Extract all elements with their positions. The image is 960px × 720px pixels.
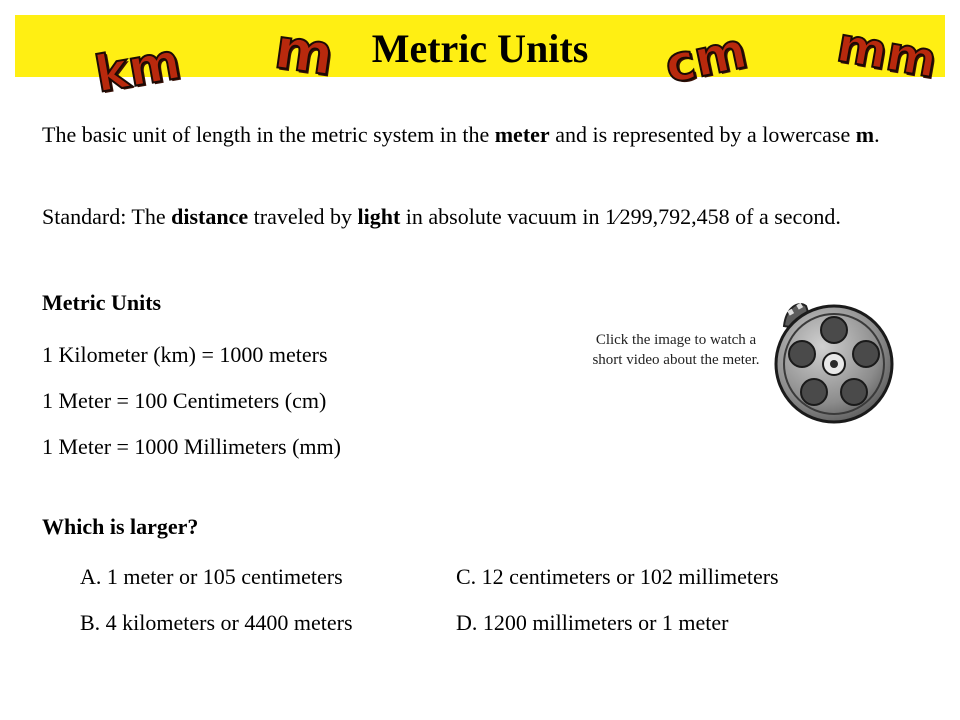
standard-paragraph	[42, 202, 922, 232]
p1-bold-m: m	[855, 122, 875, 147]
p2-bold-distance: distance	[171, 204, 249, 229]
cm-wordart: cm	[659, 21, 752, 95]
p1-bold-meter: meter	[494, 122, 550, 147]
answer-option-c: C. 12 centimeters or 102 millimeters	[456, 564, 779, 589]
unit-line-millimeter: 1 Meter = 1000 Millimeters (mm)	[42, 434, 341, 459]
m-wordart: m	[270, 16, 338, 89]
unit-line-centimeter: 1 Meter = 100 Centimeters (cm)	[42, 388, 327, 413]
answer-option-d: D. 1200 millimeters or 1 meter	[456, 610, 729, 635]
answer-option-b: B. 4 kilometers or 4400 meters	[80, 610, 353, 635]
film-reel-icon[interactable]	[766, 296, 898, 428]
km-wordart: km	[90, 32, 185, 104]
video-caption: Click the image to watch a short video about the meter.	[592, 332, 760, 368]
answer-option-a: A. 1 meter or 105 centimeters	[80, 564, 343, 589]
p1-text-end: .	[874, 122, 880, 147]
question-heading: Which is larger?	[42, 514, 199, 539]
p2-text-middle: traveled by	[248, 204, 358, 229]
p1-text-middle: and is represented by a lowercase	[549, 122, 856, 147]
unit-line-kilometer: 1 Kilometer (km) = 1000 meters	[42, 342, 328, 367]
mm-wordart: mm	[832, 16, 942, 90]
page-title: Metric Units	[371, 26, 589, 71]
p1-text-start: The basic unit of length in the metric system in the	[42, 122, 495, 147]
metric-units-heading: Metric Units	[42, 290, 162, 315]
meter-definition-paragraph	[42, 120, 922, 150]
title-banner	[15, 15, 945, 104]
p2-bold-light: light	[357, 204, 401, 229]
p2-text-end: in absolute vacuum in 1⁄299,792,458 of a second.	[400, 204, 841, 229]
p2-text-start: Standard: The	[42, 204, 172, 229]
